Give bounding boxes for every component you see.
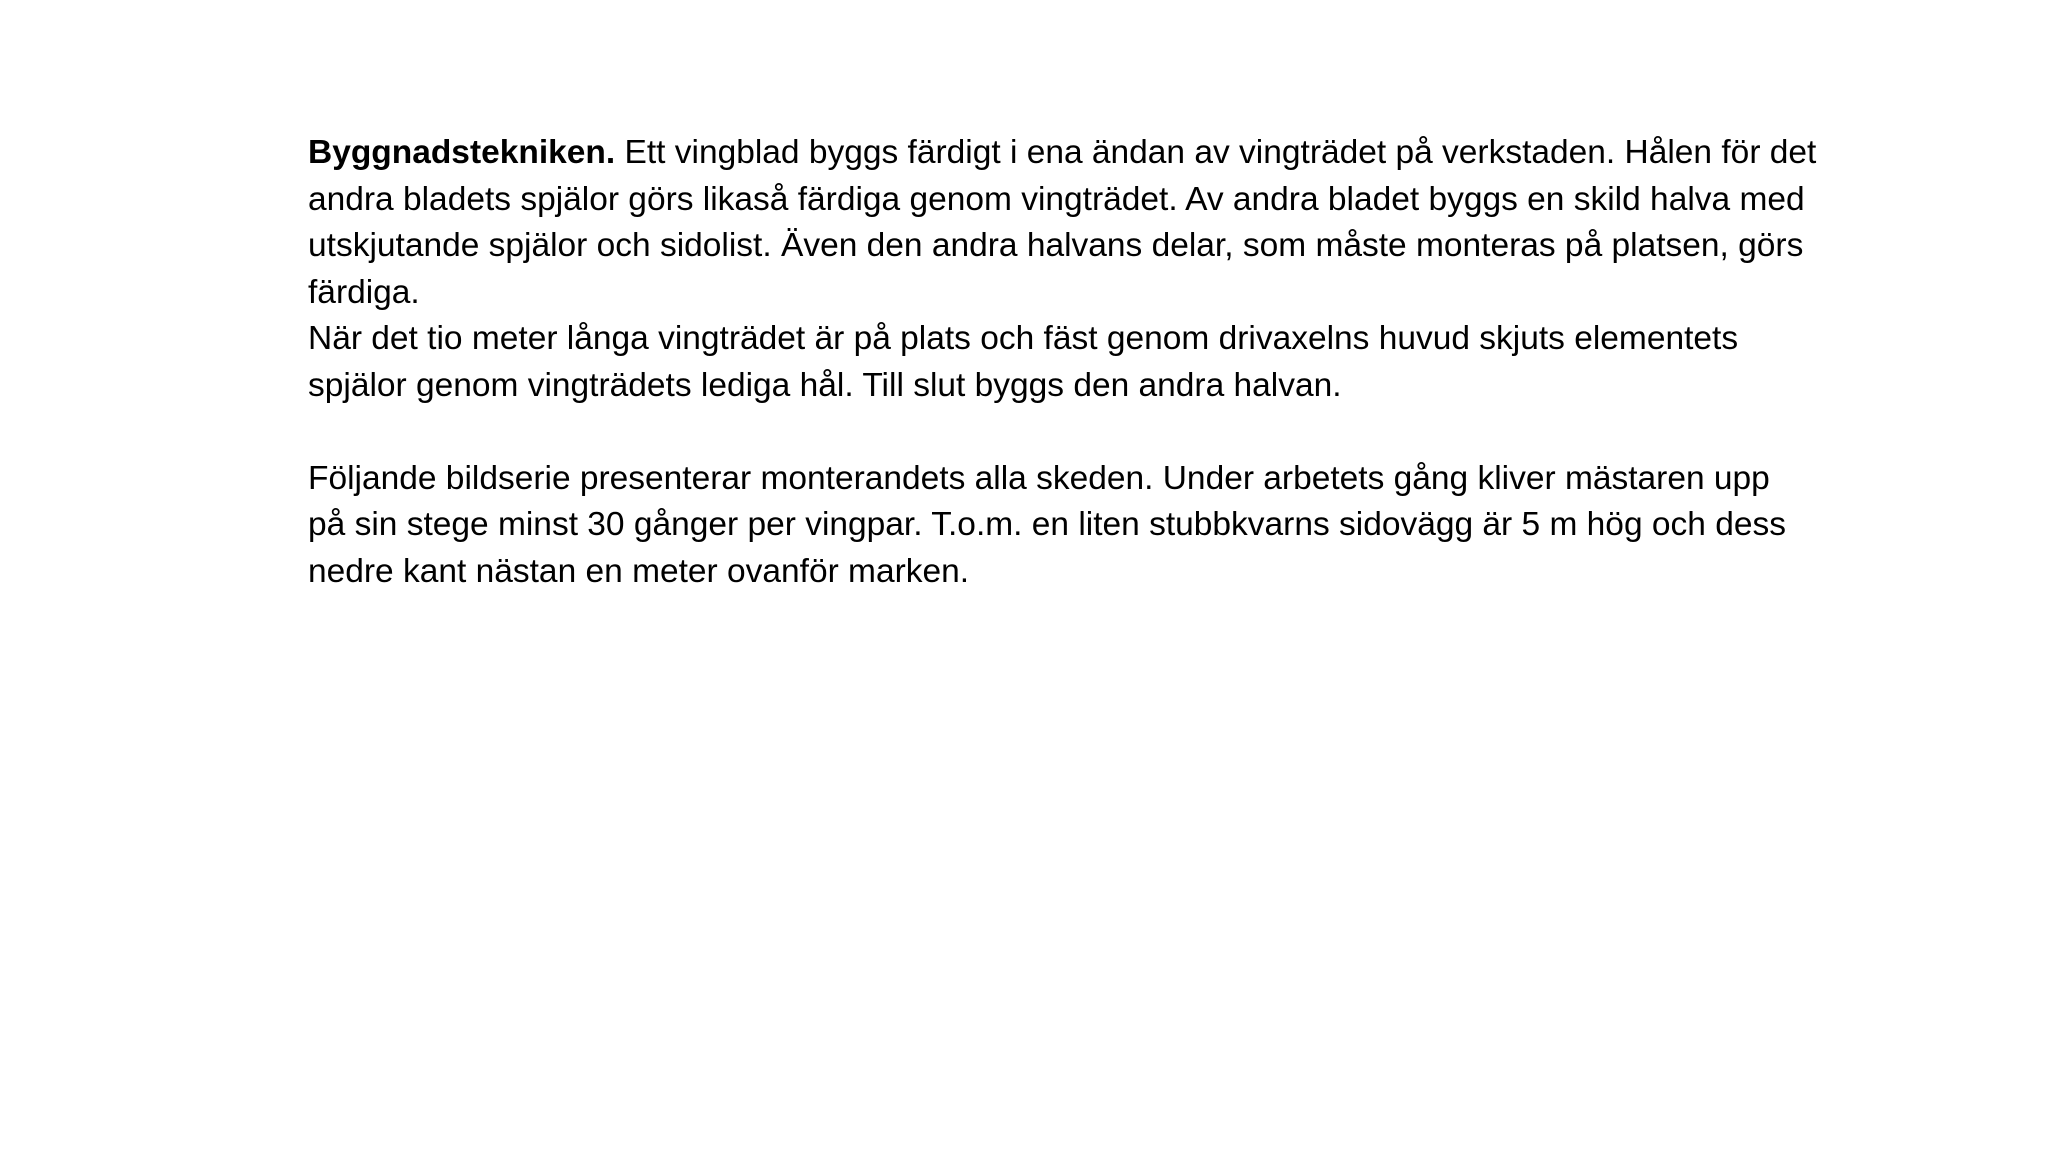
text-line: på sin stege minst 30 gånger per vingpar. T.o.m. en liten stubbkvarns sidovägg är 5 m hög och dess [308,506,1786,543]
text-fragment: Ett vingblad byggs färdigt i ena ändan av vingträdet på verkstaden. Hålen för det [615,134,1817,171]
text-body [308,130,1928,595]
text-line: Följande bildserie presenterar monterandets alla skeden. Under arbetets gång kliver mästaren upp [308,459,1770,497]
text-line: utskjutande spjälor och sidolist. Även den andra halvans delar, som måste monteras på platsen, görs [308,227,1804,264]
text-line [308,130,1928,177]
text-line: nedre kant nästan en meter ovanför marken. [308,552,970,590]
text-line: spjälor genom vingträdets lediga hål. Till slut byggs den andra halvan. [308,366,1342,404]
section-heading: Byggnadstekniken. [308,134,616,171]
text-line: andra bladets spjälor görs likaså färdiga genom vingträdet. Av andra bladet byggs en skild halva med [308,180,1805,218]
text-line: färdiga. [308,273,420,311]
text-line: När det tio meter långa vingträdet är på plats och fäst genom drivaxelns huvud skjuts elementets [308,320,1739,357]
paragraph-spacer [308,409,1928,456]
